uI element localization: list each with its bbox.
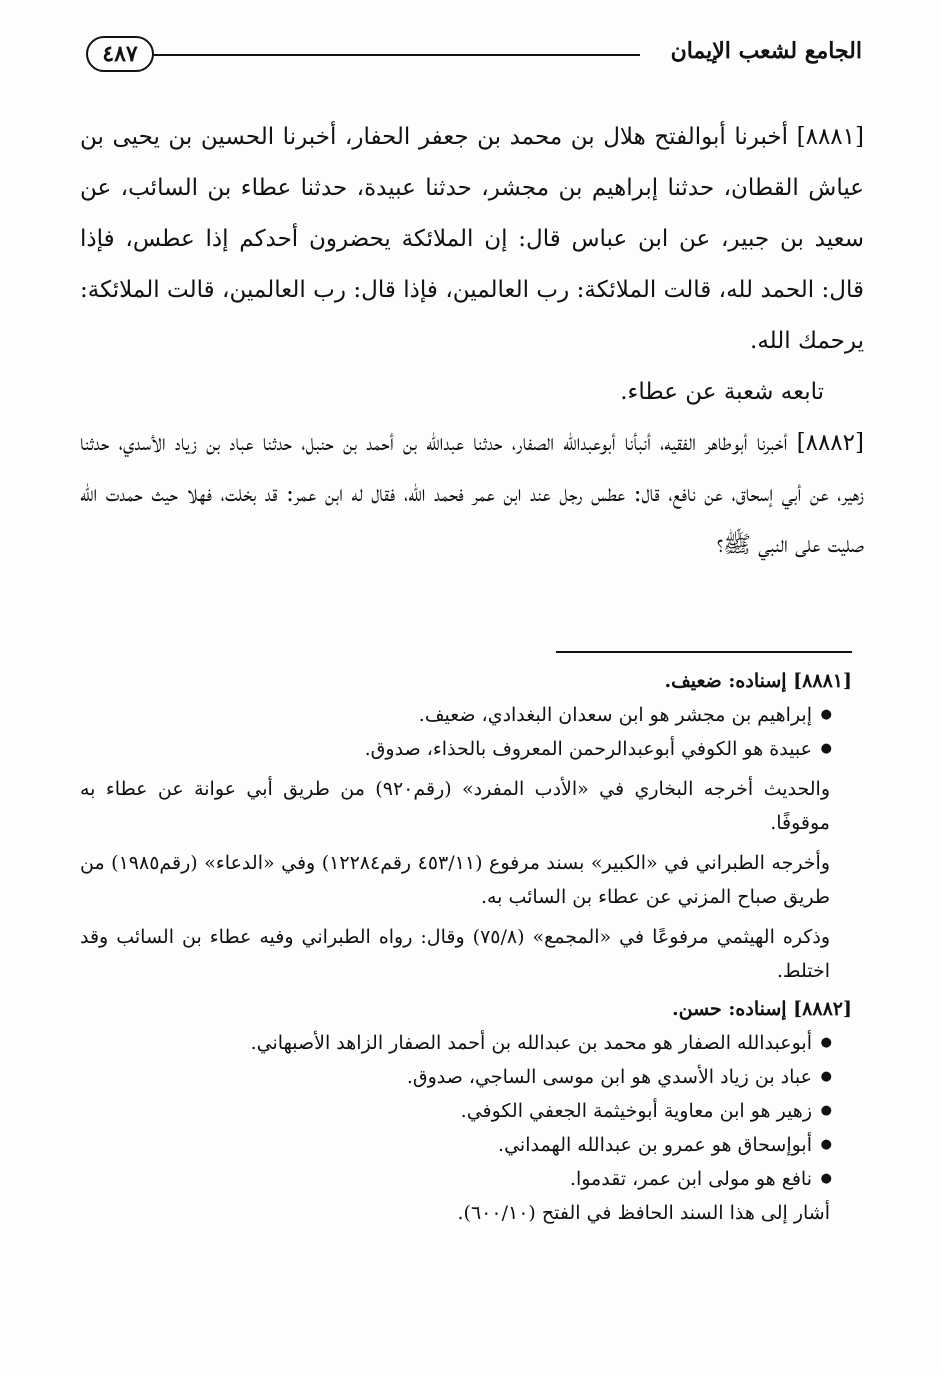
book-title: الجامع لشعب الإيمان bbox=[670, 38, 862, 64]
footnote-8882-heading: [٨٨٨٢] إسناده: حسن. bbox=[672, 998, 852, 1020]
page-number: ٤٨٧ bbox=[86, 36, 154, 72]
hadith-8881: [٨٨٨١] أخبرنا أبوالفتح هلال بن محمد بن جعفر الحفار، أخبرنا الحسين بن يحيى بن عياش القطان، حدثنا إبراهيم بن مجشر، حدثنا عبيدة، حدثنا عطاء بن السائب، عن سعيد بن جبير، عن ابن عباس قال: إن الملائكة يحضرون أحدكم إذا عطس، فإذا قال: الحمد لله، قالت الملائكة: رب العالمين، فإذا قال: رب العالمين، قالت الملائكة: يرحمك الله. bbox=[80, 124, 864, 354]
footnote-8881-heading: [٨٨٨١] إسناده: ضعيف. bbox=[664, 670, 852, 692]
footnote-8882-bullets bbox=[80, 1026, 852, 1196]
list-item: ● إبراهيم بن مجشر هو ابن سعدان البغدادي، ضعيف. bbox=[80, 698, 832, 732]
footnote-closing: أشار إلى هذا السند الحافظ في الفتح (٦٠٠/١٠). bbox=[457, 1202, 830, 1224]
list-item: ● زهير هو ابن معاوية أبوخيثمة الجعفي الكوفي. bbox=[80, 1094, 832, 1128]
page-header bbox=[78, 30, 862, 80]
list-item: ● عباد بن زياد الأسدي هو ابن موسى الساجي، صدوق. bbox=[80, 1060, 832, 1094]
header-rule bbox=[154, 54, 640, 56]
main-text bbox=[80, 112, 864, 571]
footnote-paragraph: وذكره الهيثمي مرفوعًا في «المجمع» (٧٥/٨) وقال: رواه الطبراني وفيه عطاء بن السائب وقد اختلط. bbox=[80, 926, 830, 982]
list-item: ● أبوإسحاق هو عمرو بن عبدالله الهمداني. bbox=[80, 1128, 832, 1162]
footnote-paragraph: والحديث أخرجه البخاري في «الأدب المفرد» (رقم٩٢٠) من طريق أبي عوانة عن عطاء به موقوفًا. bbox=[80, 778, 830, 834]
footnote-8881-bullets bbox=[80, 698, 852, 766]
follow-up-note: تابعه شعبة عن عطاء. bbox=[620, 379, 824, 405]
hadith-8882: [٨٨٨٢] أخبرنا أبوطاهر الفقيه، أنبأنا أبوعبدالله الصفار، حدثنا عبدالله بن أحمد بن حنبل، حدثنا عباد بن زياد الأسدي، حدثنا زهير، عن أبي إسحاق، عن نافع، قال: عطس رجل عند ابن عمر فحمد الله، فقال له ابن عمر: قد بخلت، فهلا حيث حمدت الله صليت على النبي ﷺ؟ bbox=[80, 430, 864, 558]
list-item: ● نافع هو مولى ابن عمر، تقدموا. bbox=[80, 1162, 832, 1196]
footnote-separator bbox=[556, 651, 852, 653]
list-item: ● أبوعبدالله الصفار هو محمد بن عبدالله بن أحمد الصفار الزاهد الأصبهاني. bbox=[80, 1026, 832, 1060]
footnotes bbox=[80, 664, 852, 1230]
list-item: ● عبيدة هو الكوفي أبوعبدالرحمن المعروف بالحذاء، صدوق. bbox=[80, 732, 832, 766]
footnote-paragraph: وأخرجه الطبراني في «الكبير» بسند مرفوع (٤٥٣/١١ رقم١٢٢٨٤) وفي «الدعاء» (رقم١٩٨٥) من طريق صباح المزني عن عطاء بن السائب به. bbox=[80, 852, 831, 908]
